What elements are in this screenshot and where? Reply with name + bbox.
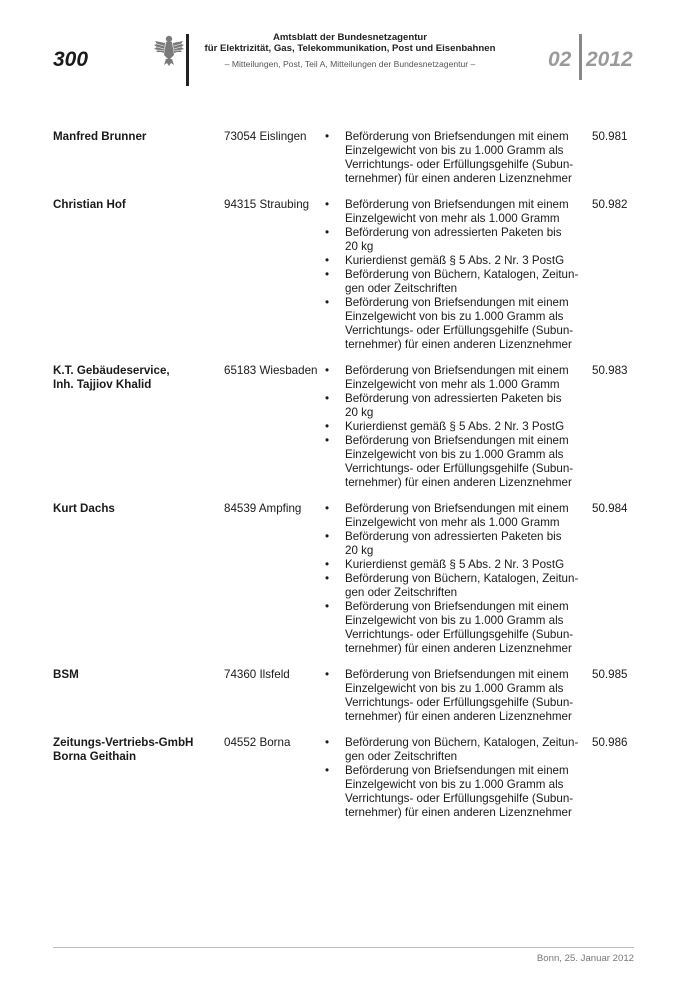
issue-divider <box>579 34 582 80</box>
licensee-name-line: Inh. Tajjiov Khalid <box>53 378 152 391</box>
service-item <box>325 668 587 724</box>
licensee-location: 84539 Ampfing <box>224 502 302 515</box>
licensee-name <box>53 364 218 392</box>
service-item-line: Einzelgewicht von bis zu 1.000 Gramm als <box>345 614 564 627</box>
licensee-location: 04552 Borna <box>224 736 291 749</box>
service-item-line: Einzelgewicht von mehr als 1.000 Gramm <box>345 378 560 391</box>
service-item <box>325 226 587 254</box>
service-item-line: • Beförderung von Büchern, Katalogen, Zeitun- <box>345 572 579 585</box>
license-number: 50.985 <box>592 668 628 681</box>
service-item <box>325 420 587 434</box>
license-entries-list <box>53 130 643 832</box>
licensee-name <box>53 198 218 212</box>
service-list <box>325 198 587 352</box>
licensee-name-line: K.T. Gebäudeservice, <box>53 364 170 377</box>
service-item-line: Einzelgewicht von bis zu 1.000 Gramm als <box>345 448 564 461</box>
service-item <box>325 558 587 572</box>
service-item-line: • Beförderung von Briefsendungen mit einem <box>345 364 569 377</box>
service-item-line: • Beförderung von Briefsendungen mit einem <box>345 668 569 681</box>
service-item-line: ternehmer) für einen anderen Lizenznehmer <box>345 338 572 351</box>
license-entry <box>53 502 643 656</box>
service-item-line: • Beförderung von Briefsendungen mit einem <box>345 764 569 777</box>
service-item-line: • Beförderung von adressierten Paketen bis <box>345 530 562 543</box>
service-item-line: ternehmer) für einen anderen Lizenznehmer <box>345 172 572 185</box>
service-item <box>325 296 587 352</box>
service-list <box>325 668 587 724</box>
service-item-line: • Kurierdienst gemäß § 5 Abs. 2 Nr. 3 PostG <box>345 254 565 267</box>
service-item-line: • Beförderung von Büchern, Katalogen, Zeitun- <box>345 268 579 281</box>
service-item <box>325 502 587 530</box>
service-item-line: • Beförderung von adressierten Paketen bis <box>345 392 562 405</box>
service-item-line: • Beförderung von Briefsendungen mit einem <box>345 600 569 613</box>
journal-title-line-1: Amtsblatt der Bundesnetzagentur <box>272 32 428 43</box>
licensee-location: 74360 Ilsfeld <box>224 668 290 681</box>
service-item-line: Verrichtungs- oder Erfüllungsgehilfe (Subun- <box>345 628 574 641</box>
service-item-line: gen oder Zeitschriften <box>345 586 458 599</box>
service-item-line: 20 kg <box>345 240 374 253</box>
journal-title-line-2: für Elektrizität, Gas, Telekommunikation, Post und Eisenbahnen <box>204 43 496 54</box>
service-item <box>325 392 587 420</box>
licensee-name-line: Zeitungs-Vertriebs-GmbH <box>53 736 194 749</box>
service-item-line: Einzelgewicht von bis zu 1.000 Gramm als <box>345 778 564 791</box>
service-item <box>325 764 587 820</box>
licensee-location: 94315 Straubing <box>224 198 310 211</box>
service-item <box>325 254 587 268</box>
service-item <box>325 268 587 296</box>
service-item-line: 20 kg <box>345 544 374 557</box>
service-item-line: Einzelgewicht von mehr als 1.000 Gramm <box>345 212 560 225</box>
service-item <box>325 364 587 392</box>
license-entry <box>53 736 643 820</box>
service-list <box>325 130 587 186</box>
service-item-line: Verrichtungs- oder Erfüllungsgehilfe (Subun- <box>345 324 574 337</box>
journal-subtitle: – Mitteilungen, Post, Teil A, Mitteilungen der Bundesnetzagentur – <box>224 59 476 69</box>
service-item-line: gen oder Zeitschriften <box>345 750 458 763</box>
service-item-line: • Beförderung von Briefsendungen mit einem <box>345 130 569 143</box>
service-item <box>325 130 587 186</box>
service-item-line: • Kurierdienst gemäß § 5 Abs. 2 Nr. 3 PostG <box>345 420 565 433</box>
service-item-line: ternehmer) für einen anderen Lizenznehmer <box>345 710 572 723</box>
service-item-line: Einzelgewicht von bis zu 1.000 Gramm als <box>345 144 564 157</box>
service-item <box>325 600 587 656</box>
licensee-name-line: Kurt Dachs <box>53 502 115 515</box>
license-entry <box>53 364 643 490</box>
licensee-name <box>53 502 218 516</box>
service-item <box>325 530 587 558</box>
license-number: 50.981 <box>592 130 628 143</box>
licensee-location: 65183 Wiesbaden <box>224 364 318 377</box>
journal-title <box>195 32 505 54</box>
header-divider <box>186 34 189 86</box>
service-item-line: • Beförderung von Briefsendungen mit einem <box>345 198 569 211</box>
service-item-line: • Beförderung von adressierten Paketen bis <box>345 226 562 239</box>
service-item-line: • Beförderung von Briefsendungen mit einem <box>345 434 569 447</box>
license-entry <box>53 668 643 724</box>
federal-eagle-icon <box>153 33 185 67</box>
service-item-line: Einzelgewicht von bis zu 1.000 Gramm als <box>345 682 564 695</box>
licensee-name <box>53 736 218 764</box>
service-list <box>325 736 587 820</box>
licensee-name-line: Christian Hof <box>53 198 126 211</box>
licensee-location: 73054 Eislingen <box>224 130 307 143</box>
issue-number: 02 <box>548 48 572 71</box>
service-item-line: ternehmer) für einen anderen Lizenznehmer <box>345 642 572 655</box>
service-item-line: Einzelgewicht von mehr als 1.000 Gramm <box>345 516 560 529</box>
service-item-line: gen oder Zeitschriften <box>345 282 458 295</box>
service-item-line: Verrichtungs- oder Erfüllungsgehilfe (Subun- <box>345 462 574 475</box>
service-item-line: Verrichtungs- oder Erfüllungsgehilfe (Subun- <box>345 158 574 171</box>
service-item <box>325 572 587 600</box>
service-item-line: Verrichtungs- oder Erfüllungsgehilfe (Subun- <box>345 792 574 805</box>
service-list <box>325 502 587 656</box>
service-item-line: ternehmer) für einen anderen Lizenznehmer <box>345 806 572 819</box>
service-item <box>325 434 587 490</box>
license-number: 50.986 <box>592 736 628 749</box>
service-item <box>325 198 587 226</box>
licensee-name-line: Manfred Brunner <box>53 130 147 143</box>
service-item <box>325 736 587 764</box>
page-number: 300 <box>53 48 89 71</box>
service-item-line: • Beförderung von Briefsendungen mit einem <box>345 502 569 515</box>
license-number: 50.982 <box>592 198 628 211</box>
service-list <box>325 364 587 490</box>
service-item-line: Einzelgewicht von bis zu 1.000 Gramm als <box>345 310 564 323</box>
licensee-name <box>53 668 218 682</box>
footer-date: Bonn, 25. Januar 2012 <box>536 953 634 964</box>
licensee-name-line: Borna Geithain <box>53 750 137 763</box>
service-item-line: • Kurierdienst gemäß § 5 Abs. 2 Nr. 3 PostG <box>345 558 565 571</box>
issue-year: 2012 <box>586 48 633 71</box>
service-item-line: Verrichtungs- oder Erfüllungsgehilfe (Subun- <box>345 696 574 709</box>
service-item-line: 20 kg <box>345 406 374 419</box>
license-entry <box>53 130 643 186</box>
service-item-line: • Beförderung von Briefsendungen mit einem <box>345 296 569 309</box>
service-item-line: ternehmer) für einen anderen Lizenznehmer <box>345 476 572 489</box>
footer-divider <box>53 947 634 948</box>
license-entry <box>53 198 643 352</box>
license-number: 50.983 <box>592 364 628 377</box>
service-item-line: • Beförderung von Büchern, Katalogen, Zeitun- <box>345 736 579 749</box>
licensee-name-line: BSM <box>53 668 79 681</box>
license-number: 50.984 <box>592 502 628 515</box>
licensee-name <box>53 130 218 144</box>
